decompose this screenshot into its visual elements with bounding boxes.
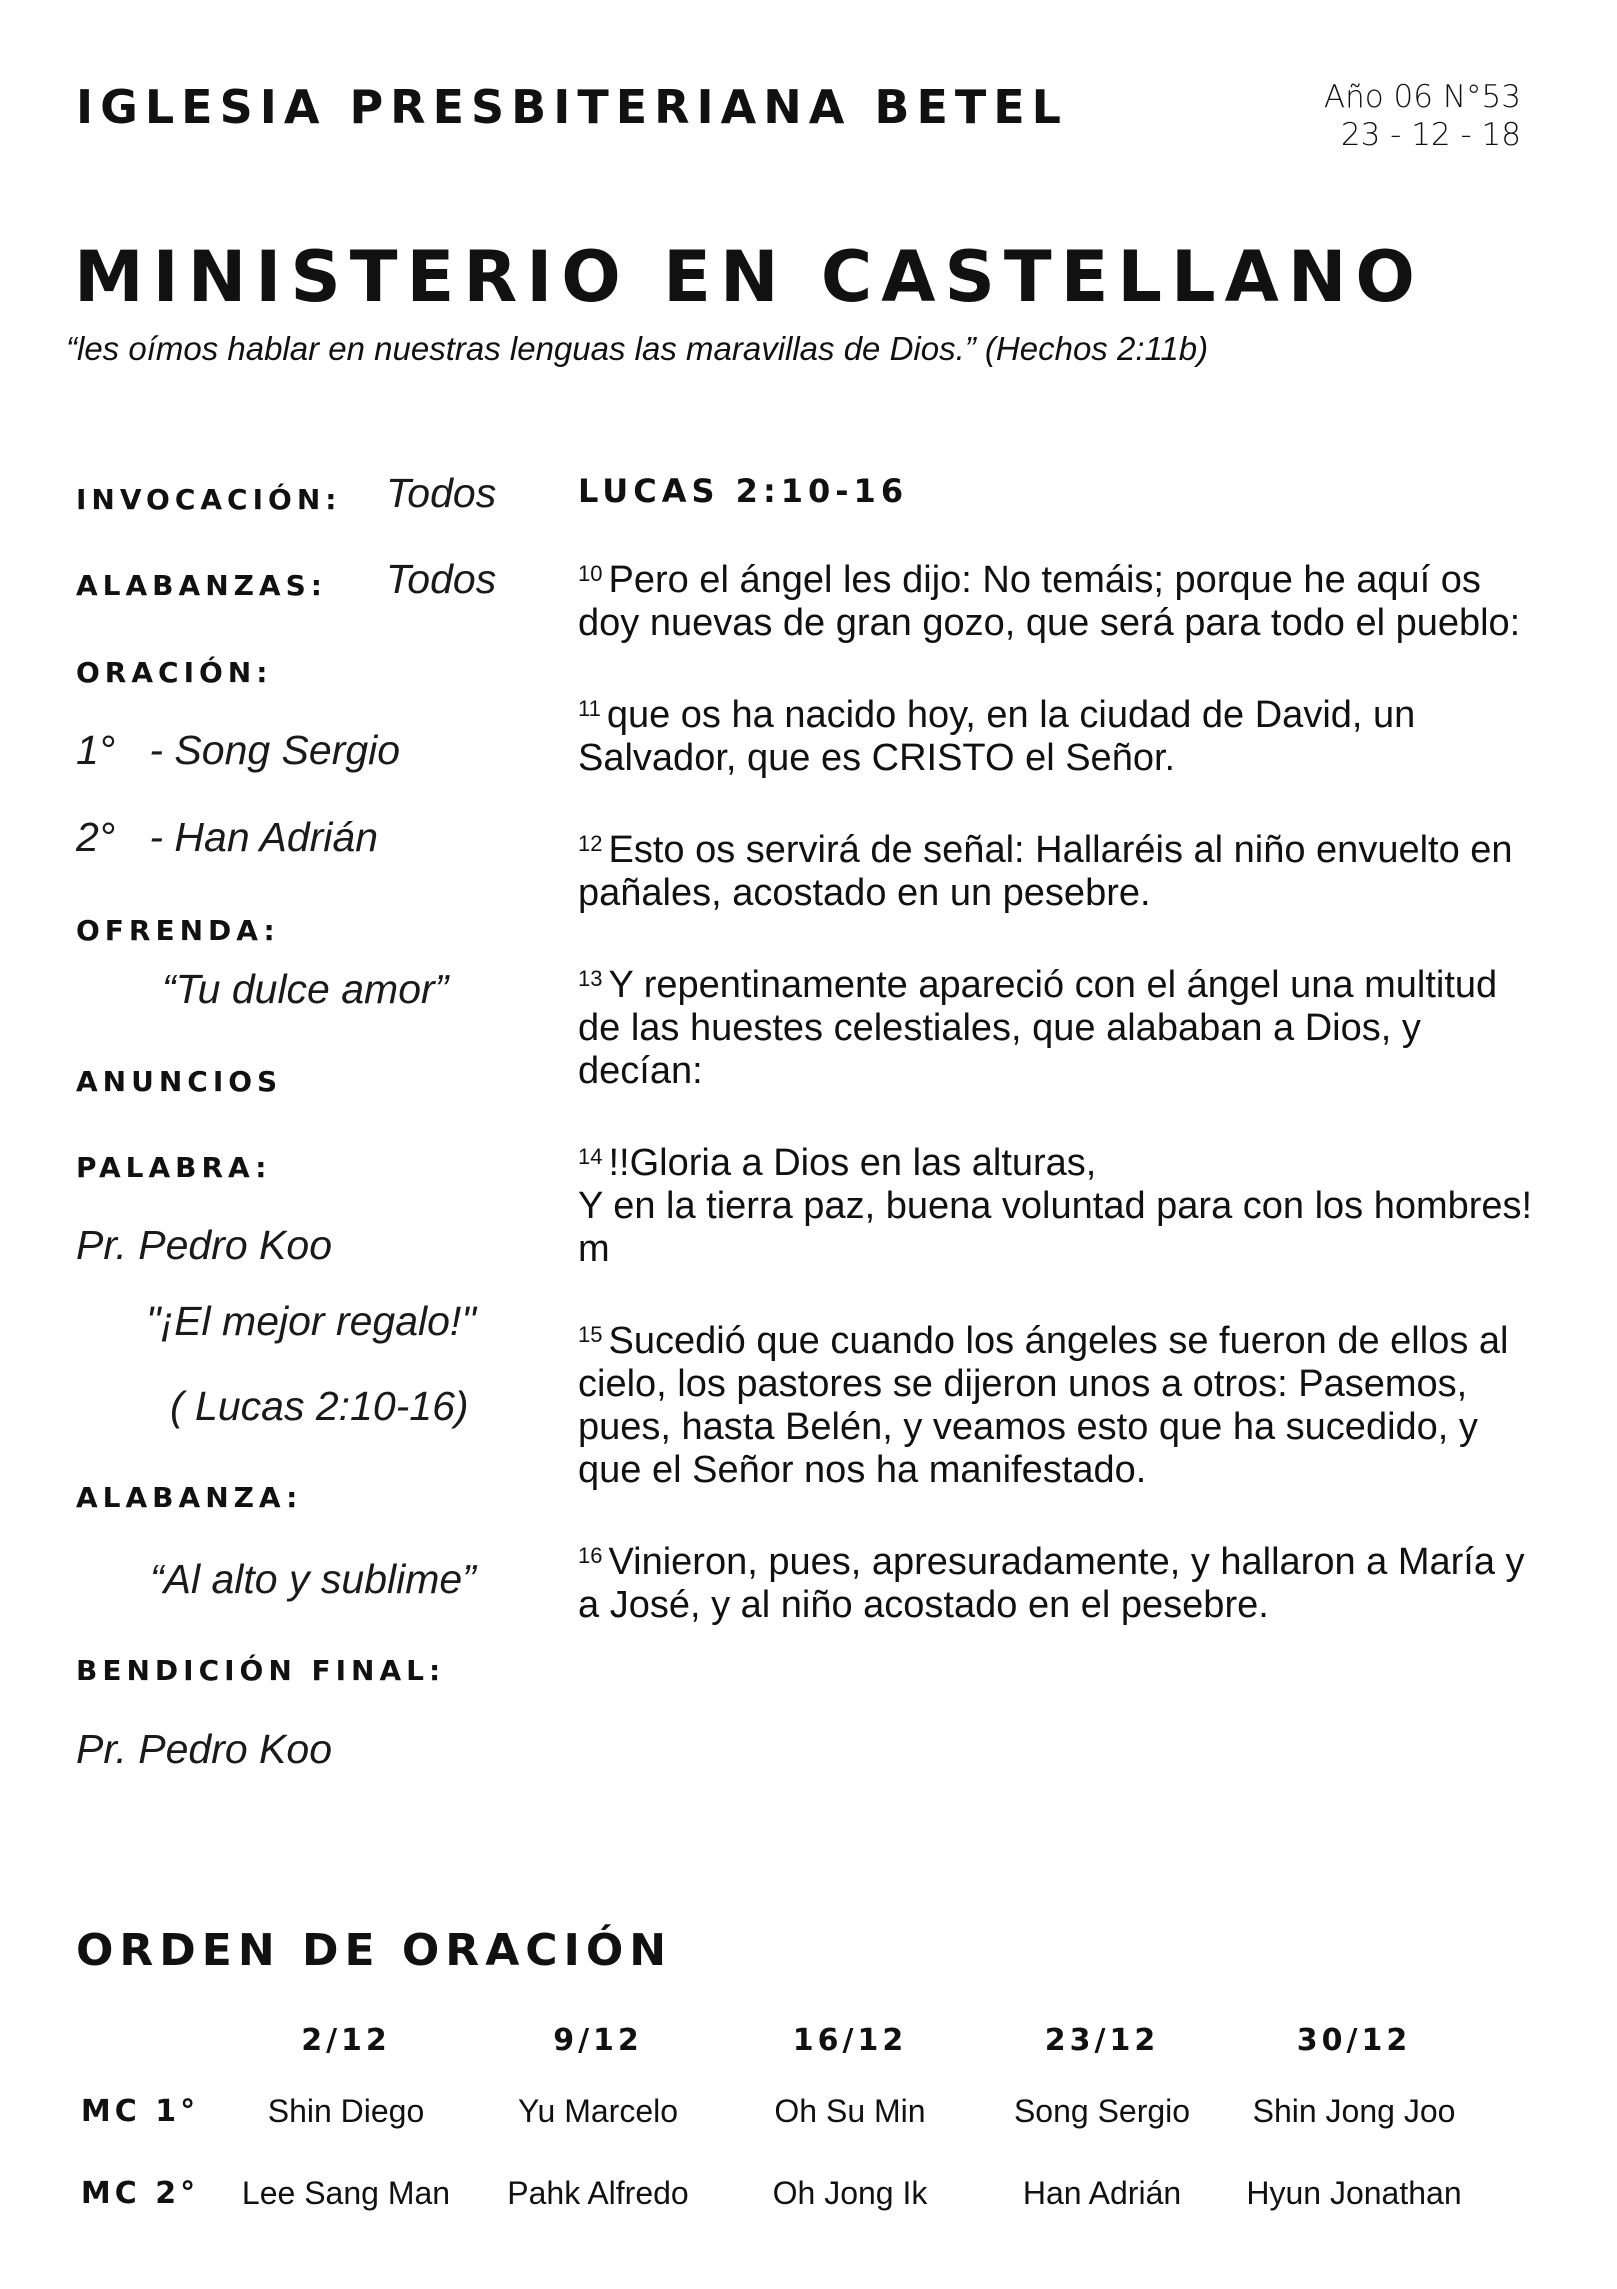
- verse-text: Vinieron, pues, apresuradamente, y hallaron a María y a José, y al niño acostado en el pesebre.: [578, 1541, 1525, 1626]
- oracion-label: ORACIÓN:: [76, 656, 273, 689]
- verse: [578, 1313, 1538, 1492]
- anuncios-label: ANUNCIOS: [76, 1065, 283, 1098]
- sermon-title: "¡El mejor regalo!": [146, 1298, 476, 1344]
- alabanzas-label: ALABANZAS:: [76, 569, 327, 602]
- ofrenda-value: “Tu dulce amor”: [162, 966, 449, 1012]
- verse-text: Sucedió que cuando los ángeles se fueron de ellos al cielo, los pastores se dijeron unos a otros: Pasemos, pues, hasta Belén, y veamos esto que ha sucedido, y que el Señor nos ha manifestado.: [578, 1320, 1509, 1491]
- verse: [578, 957, 1538, 1093]
- table-cell: Lee Sang Man: [241, 2174, 451, 2211]
- date-header: 16/12: [792, 2022, 908, 2058]
- prayer-schedule-table: [60, 2010, 1480, 2234]
- date-header: 2/12: [301, 2022, 391, 2058]
- table-row: [60, 2070, 1480, 2152]
- verse: [578, 552, 1538, 645]
- palabra-label: PALABRA:: [76, 1151, 272, 1184]
- table-cell: Yu Marcelo: [517, 2092, 679, 2129]
- table-corner: [60, 2010, 220, 2070]
- verse-text: Esto os servirá de señal: Hallaréis al niño envuelto en pañales, acostado en un pesebre.: [578, 829, 1513, 914]
- verse-number: 13: [578, 966, 603, 991]
- verse: [578, 1534, 1538, 1627]
- table-row: [60, 2152, 1480, 2234]
- invocacion-value: Todos: [386, 470, 497, 516]
- table-cell: Pahk Alfredo: [507, 2174, 689, 2211]
- issue-info: [1324, 78, 1521, 154]
- row-label: MC 1°: [80, 2093, 200, 2129]
- orden-title: ORDEN DE ORACIÓN: [76, 1925, 673, 1976]
- issue-date: 23 - 12 - 18: [1340, 117, 1521, 153]
- issue-number: Año 06 N°53: [1323, 79, 1521, 115]
- verse-text: que os ha nacido hoy, en la ciudad de David, un Salvador, que es CRISTO el Señor.: [578, 694, 1416, 779]
- verse-text: !!Gloria a Dios en las alturas, Y en la tierra paz, buena voluntad para con los hombres! m: [578, 1142, 1533, 1270]
- row-label: MC 2°: [80, 2175, 200, 2211]
- verse: [578, 1135, 1538, 1271]
- oracion-first: 1° - Song Sergio: [76, 727, 401, 773]
- table-cell: Shin Diego: [267, 2092, 425, 2129]
- scripture-verses: [578, 552, 1538, 1669]
- table-cell: Hyun Jonathan: [1246, 2174, 1462, 2211]
- date-header: 23/12: [1044, 2022, 1160, 2058]
- bendicion-label: BENDICIÓN FINAL:: [76, 1654, 446, 1687]
- table-cell: Song Sergio: [1013, 2092, 1191, 2129]
- header-quote: “les oímos hablar en nuestras lenguas las maravillas de Dios.” (Hechos 2:11b): [66, 330, 1209, 367]
- table-cell: Han Adrián: [1022, 2174, 1182, 2211]
- verse-number: 16: [578, 1543, 603, 1568]
- verse-number: 15: [578, 1322, 603, 1347]
- verse: [578, 822, 1538, 915]
- alabanzas-value: Todos: [386, 556, 497, 602]
- table-cell: Oh Jong Ik: [772, 2174, 928, 2211]
- invocacion-label: INVOCACIÓN:: [76, 483, 342, 516]
- verse-text: Pero el ángel les dijo: No temáis; porque he aquí os doy nuevas de gran gozo, que será para todo el pueblo:: [578, 559, 1521, 644]
- alabanza-value: “Al alto y sublime”: [150, 1556, 476, 1602]
- date-header: 9/12: [553, 2022, 643, 2058]
- church-name: IGLESIA PRESBITERIANA BETEL: [76, 80, 1068, 134]
- date-header: 30/12: [1296, 2022, 1412, 2058]
- verse: [578, 687, 1538, 780]
- verse-number: 10: [578, 561, 603, 586]
- verse-number: 11: [578, 696, 601, 721]
- table-cell: Shin Jong Joo: [1252, 2092, 1456, 2129]
- table-cell: Oh Su Min: [774, 2092, 926, 2129]
- oracion-second: 2° - Han Adrián: [76, 814, 379, 860]
- palabra-pastor: Pr. Pedro Koo: [76, 1222, 333, 1268]
- bendicion-value: Pr. Pedro Koo: [76, 1726, 333, 1772]
- sermon-reference: ( Lucas 2:10-16): [170, 1383, 469, 1429]
- scripture-reference: LUCAS 2:10-16: [578, 472, 909, 510]
- page-title: MINISTERIO EN CASTELLANO: [74, 236, 1424, 318]
- verse-number: 14: [578, 1144, 603, 1169]
- verse-text: Y repentinamente apareció con el ángel una multitud de las huestes celestiales, que alababan a Dios, y decían:: [578, 964, 1498, 1092]
- verse-number: 12: [578, 831, 603, 856]
- ofrenda-label: OFRENDA:: [76, 914, 280, 947]
- alabanza-label: ALABANZA:: [76, 1481, 303, 1514]
